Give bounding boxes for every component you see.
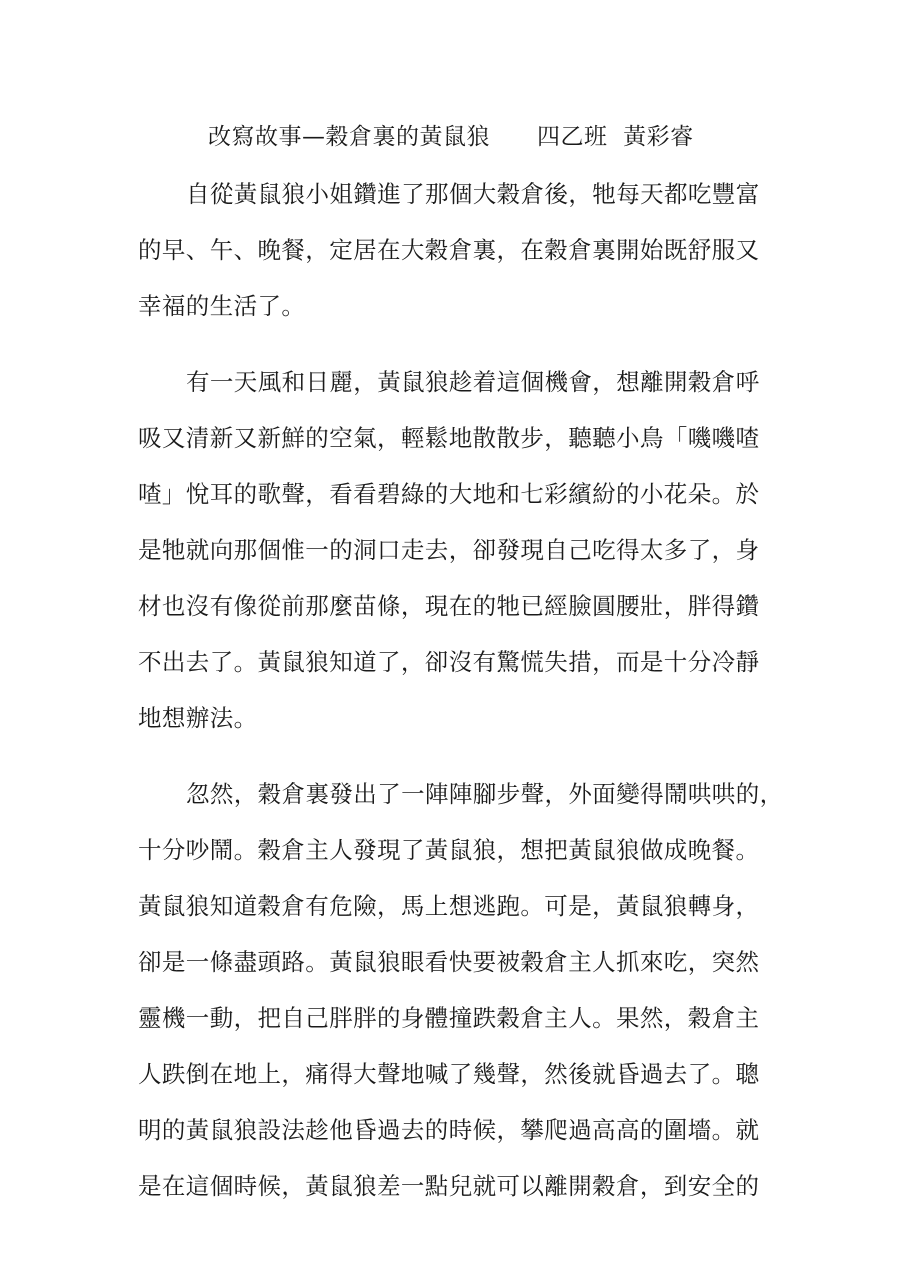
text-line: 幸福的生活了。	[138, 292, 306, 320]
text-line: 自從黃鼠狼小姐鑽進了那個大穀倉後，牠每天都吃豐富	[186, 180, 760, 208]
text-line: 十分吵鬧。穀倉主人發現了黃鼠狼，想把黃鼠狼做成晚餐。	[138, 836, 760, 864]
paragraph-1	[138, 166, 778, 334]
text-line: 喳」悅耳的歌聲，看看碧綠的大地和七彩繽紛的小花朵。於	[138, 480, 760, 508]
text-line: 忽然，穀倉裏發出了一陣陣腳步聲，外面變得鬧哄哄的，	[186, 780, 784, 808]
text-line: 的早、午、晚餐，定居在大穀倉裏，在穀倉裏開始既舒服又	[138, 236, 760, 264]
text-line: 吸又清新又新鮮的空氣，輕鬆地散散步，聽聽小鳥「嘰嘰喳	[138, 424, 760, 452]
text-line: 不出去了。黃鼠狼知道了，卻沒有驚慌失措，而是十分冷靜	[138, 648, 760, 676]
text-line: 黃鼠狼知道穀倉有危險，馬上想逃跑。可是，黃鼠狼轉身，	[138, 892, 760, 920]
text-line: 是在這個時候，黃鼠狼差一點兒就可以離開穀倉，到安全的	[138, 1172, 760, 1200]
paragraph-2	[138, 354, 778, 746]
text-line: 人跌倒在地上，痛得大聲地喊了幾聲，然後就昏過去了。聰	[138, 1060, 760, 1088]
essay-title: 改寫故事—穀倉裏的黃鼠狼 四乙班 黃彩睿	[208, 124, 694, 150]
text-line: 有一天風和日麗，黃鼠狼趁着這個機會，想離開穀倉呼	[186, 368, 760, 396]
text-line: 地想辦法。	[138, 704, 258, 732]
paragraph-gap	[138, 334, 778, 354]
text-line: 材也沒有像從前那麼苗條，現在的牠已經臉圓腰壯，胖得鑽	[138, 592, 760, 620]
essay-body	[138, 166, 784, 1214]
paragraph-gap	[138, 746, 778, 766]
paragraph-3	[138, 766, 784, 1214]
text-line: 是牠就向那個惟一的洞口走去，卻發現自己吃得太多了，身	[138, 536, 760, 564]
text-line: 明的黃鼠狼設法趁他昏過去的時候，攀爬過高高的圍墻。就	[138, 1116, 760, 1144]
text-line: 卻是一條盡頭路。黃鼠狼眼看快要被穀倉主人抓來吃，突然	[138, 948, 760, 976]
text-line: 靈機一動，把自己胖胖的身體撞跌穀倉主人。果然，穀倉主	[138, 1004, 760, 1032]
